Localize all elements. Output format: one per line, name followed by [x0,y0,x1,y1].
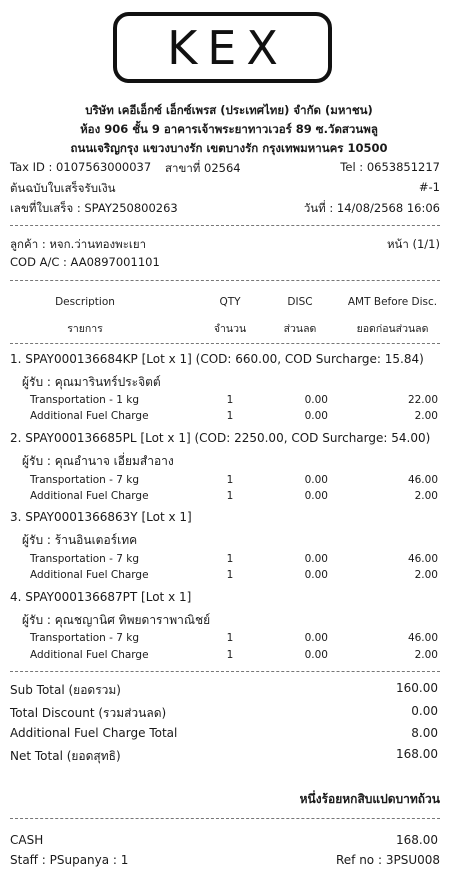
column-header-amount: AMT Before Disc. [347,296,438,308]
line-amount: 2.00 [414,649,438,661]
fuel-charge-total-value: 8.00 [411,726,438,740]
line-description: Additional Fuel Charge [30,649,149,661]
line-discount: 0.00 [304,410,328,422]
divider [10,280,440,281]
item-recipient: ผู้รับ : ร้านอินเตอร์เทค [22,533,138,547]
kex-logo [113,12,332,83]
logo-text: KEX [167,20,288,75]
item-recipient: ผู้รับ : คุณอำนาจ เอี่ยมสำอาง [22,454,174,468]
receipt-number: เลขที่ใบเสร็จ : SPAY250800263 [10,201,178,215]
reference-number: Ref no : 3PSU008 [335,853,440,867]
line-discount: 0.00 [304,474,328,486]
line-discount: 0.00 [304,553,328,565]
line-description: Transportation - 1 kg [30,394,140,406]
line-qty: 1 [226,474,234,486]
item-title: 1. SPAY000136684KP [Lot x 1] (COD: 660.00, COD Surcharge: 15.84) [10,352,424,366]
column-header-description: Description [55,296,115,308]
column-header-amount-th: ยอดก่อนส่วนลด [356,323,429,335]
line-discount: 0.00 [304,394,328,406]
divider [10,225,440,226]
line-qty: 1 [226,649,234,661]
line-qty: 1 [226,394,234,406]
item-title: 4. SPAY000136687PT [Lot x 1] [10,590,192,604]
line-description: Transportation - 7 kg [30,553,140,565]
line-description: Transportation - 7 kg [30,474,140,486]
fuel-charge-total-label: Additional Fuel Charge Total [10,726,178,740]
line-description: Additional Fuel Charge [30,490,149,502]
line-qty: 1 [226,632,234,644]
subtotal-label: Sub Total (ยอดรวม) [10,683,121,697]
line-discount: 0.00 [304,490,328,502]
line-qty: 1 [226,490,234,502]
telephone: Tel : 0653851217 [340,160,440,174]
net-total-value: 168.00 [396,747,438,761]
amount-in-words: หนึ่งร้อยหกสิบแปดบาทถ้วน [299,792,440,806]
item-title: 2. SPAY000136685PL [Lot x 1] (COD: 2250.00, COD Surcharge: 54.00) [10,431,431,445]
line-amount: 2.00 [414,410,438,422]
net-total-label: Net Total (ยอดสุทธิ) [10,749,121,763]
line-amount: 46.00 [407,474,438,486]
page-indicator: หน้า (1/1) [386,237,440,251]
tax-id: Tax ID : 0107563000037 [10,160,152,174]
receipt-copy-label: ต้นฉบับใบเสร็จรับเงิน [10,181,116,195]
line-qty: 1 [226,410,234,422]
line-qty: 1 [226,553,234,565]
column-header-description-th: รายการ [67,323,103,335]
line-discount: 0.00 [304,632,328,644]
receipt-copy-no: #-1 [418,180,440,194]
column-header-disc: DISC [287,296,313,308]
line-amount: 2.00 [414,490,438,502]
column-header-qty-th: จำนวน [213,323,247,335]
branch: สาขาที่ 02564 [165,161,241,175]
line-discount: 0.00 [304,569,328,581]
payment-method: CASH [10,833,44,847]
staff: Staff : PSupanya : 1 [10,853,129,867]
line-description: Additional Fuel Charge [30,569,149,581]
company-name: บริษัท เคอีเอ็กซ์ เอ็กซ์เพรส (ประเทศไทย) จำกัด (มหาชน) [85,103,373,117]
divider [10,818,440,819]
customer-name: ลูกค้า : หจก.ว่านทองพะเยา [10,237,147,251]
line-description: Additional Fuel Charge [30,410,149,422]
divider [10,343,440,344]
line-amount: 46.00 [407,553,438,565]
column-header-disc-th: ส่วนลด [283,323,317,335]
total-discount-value: 0.00 [411,704,438,718]
payment-amount: 168.00 [396,833,438,847]
line-amount: 2.00 [414,569,438,581]
subtotal-value: 160.00 [396,681,438,695]
line-amount: 46.00 [407,632,438,644]
column-header-qty: QTY [219,296,241,308]
line-description: Transportation - 7 kg [30,632,140,644]
company-address-line-1: ห้อง 906 ชั้น 9 อาคารเจ้าพระยาทาวเวอร์ 89 ซ.วัดสวนพลู [80,122,378,136]
divider [10,671,440,672]
line-qty: 1 [226,569,234,581]
company-address-line-2: ถนนเจริญกรุง แขวงบางรัก เขตบางรัก กรุงเทพมหานคร 10500 [70,141,388,155]
item-recipient: ผู้รับ : คุณชญานิศ ทิพยดาราพาณิชย์ [22,613,211,627]
total-discount-label: Total Discount (รวมส่วนลด) [10,706,167,720]
line-amount: 22.00 [407,394,438,406]
cod-account: COD A/C : AA0897001101 [10,255,160,269]
line-discount: 0.00 [304,649,328,661]
item-recipient: ผู้รับ : คุณมารินทร์ประจิตต์ [22,375,161,389]
item-title: 3. SPAY0001366863Y [Lot x 1] [10,510,192,524]
receipt-date: วันที่ : 14/08/2568 16:06 [303,201,440,215]
